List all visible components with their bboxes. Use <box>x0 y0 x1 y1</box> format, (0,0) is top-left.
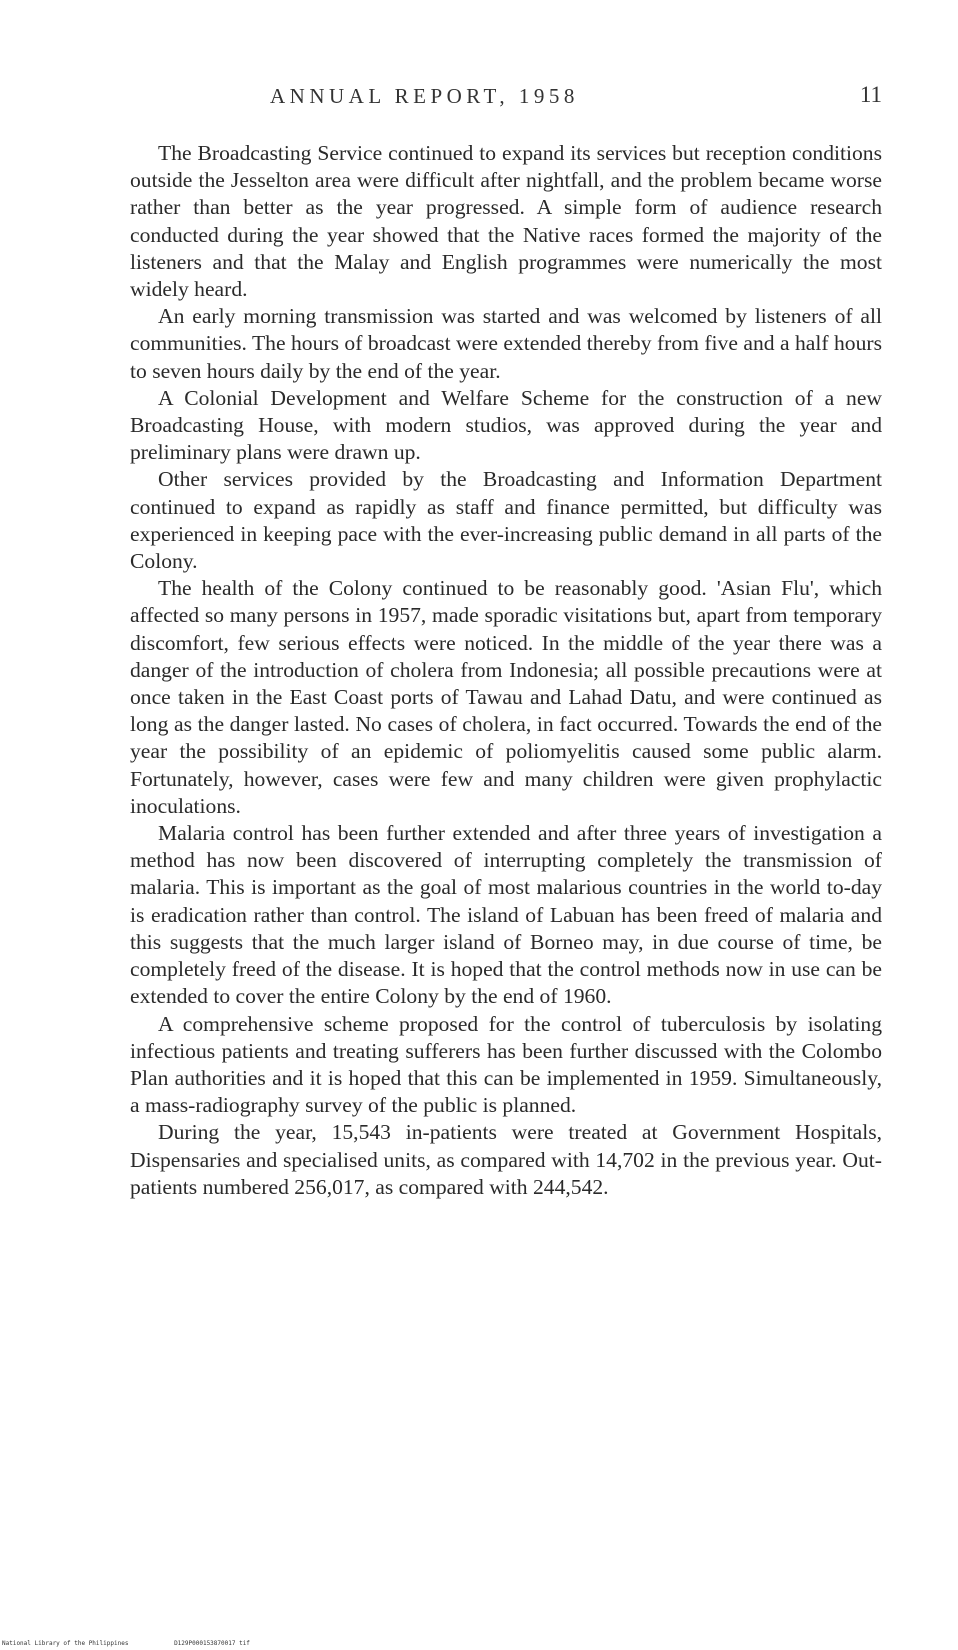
footer-file-id: D129P000153870017 tif <box>174 1640 250 1647</box>
paragraph-broadcasting-service: The Broadcasting Service continued to expand its services but reception conditions outside the Jesselton area were difficult after nightfall, and the problem became worse rather than better as the year progressed. A simple form of audience research conducted during the year showed that the Native races formed the majority of the listeners and that the Malay and English programmes were numerically the most widely heard. <box>130 141 882 302</box>
footer-library: National Library of the Philippines <box>2 1640 129 1647</box>
paragraph-early-morning-transmission: An early morning transmission was started and was welcomed by listeners of all communities. The hours of broadcast were extended thereby from five and a half hours to seven hours daily by the end of the year. <box>130 304 882 383</box>
page-number: 11 <box>859 82 882 107</box>
paragraph-health: The health of the Colony continued to be reasonably good. 'Asian Flu', which affected so many persons in 1957, made sporadic visitations but, apart from temporary discomfort, few serious effects were noticed. In the middle of the year there was a danger of the introduction of cholera from Indonesia; all possible precautions were at once taken in the East Coast ports of Tawau and Lahad Datu, and were continued as long as the danger lasted. No cases of cholera, in fact occurred. Towards the end of the year the possibility of an epidemic of poliomyelitis caused some public alarm. Fortunately, however, cases were few and many children were given prophylactic inoculations. <box>130 576 882 818</box>
body-text <box>130 140 882 1201</box>
scan-footer <box>2 1640 250 1647</box>
paragraph-tuberculosis: A comprehensive scheme proposed for the control of tuberculosis by isolating infectious patients and treating sufferers has been further discussed with the Colombo Plan authorities and it is hoped that this can be implemented in 1959. Simultaneously, a mass-radiography survey of the public is planned. <box>130 1011 882 1118</box>
running-title: ANNUAL REPORT, 1958 <box>270 84 579 108</box>
paragraph-broadcasting-house: A Colonial Development and Welfare Scheme for the construction of a new Broadcasting House, with modern studios, was approved during the year and preliminary plans were drawn up. <box>130 385 882 465</box>
paragraph-patients-statistics: During the year, 15,543 in-patients were treated at Government Hospitals, Dispensaries and specialised units, as compared with 14,702 in the previous year. Out-patients numbered 256,017, as compared with 244,542. <box>130 1120 882 1199</box>
paragraph-other-services: Other services provided by the Broadcasting and Information Department continued to expand as rapidly as staff and finance permitted, but difficulty was experienced in keeping pace with the ever-increasing public demand in all parts of the Colony. <box>130 467 882 574</box>
paragraph-malaria-control: Malaria control has been further extended and after three years of investigation a method has now been discovered of interrupting completely the transmission of malaria. This is important as the goal of most malarious countries in the world to-day is eradication rather than control. The island of Labuan has been freed of malaria and this suggests that the much larger island of Borneo may, in due course of time, be completely freed of the disease. It is hoped that the control methods now in use can be extended to cover the entire Colony by the end of 1960. <box>130 821 882 1009</box>
page-header <box>130 84 890 124</box>
